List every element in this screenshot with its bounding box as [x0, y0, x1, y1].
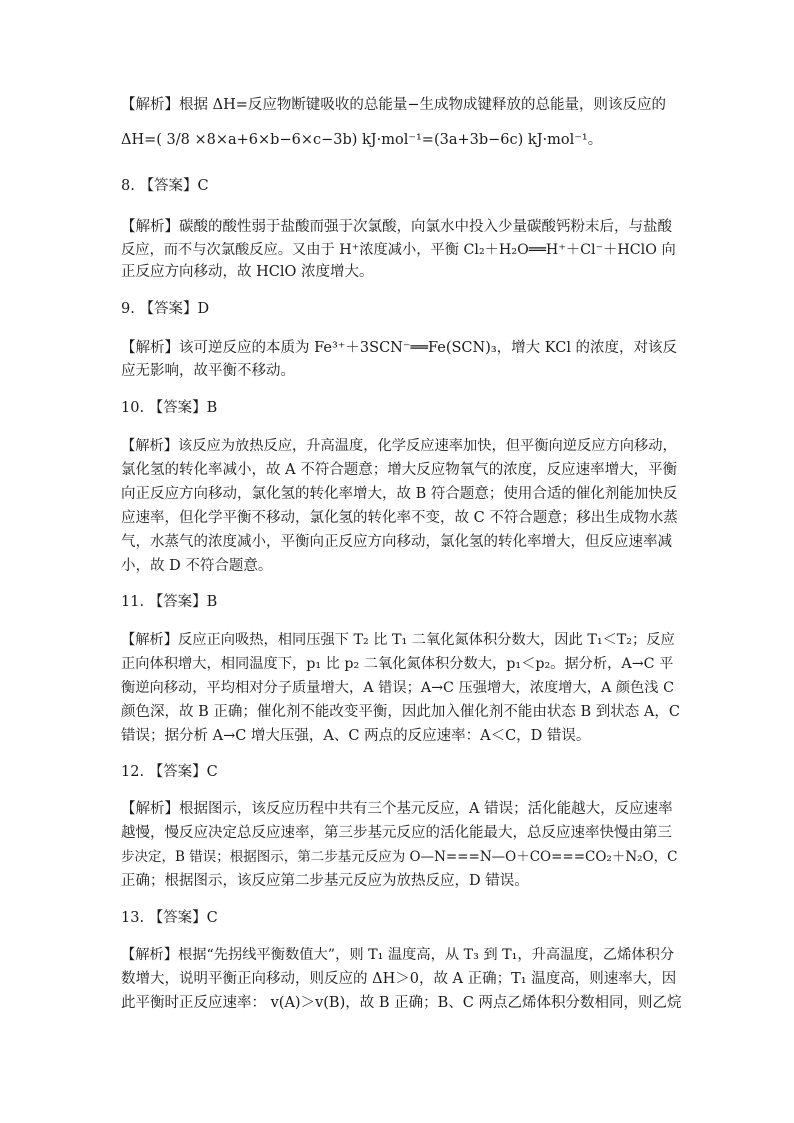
text-line: 【解析】根据 ΔH=反应物断键吸收的总能量−生成物成键释放的总能量，则该反应的 [121, 97, 667, 113]
answer-line: 10. 【答案】B [121, 400, 218, 416]
text-line: 气，水蒸气的浓度减小，平衡向正反应方向移动，氯化氢的转化率增大，但反应速率减 [121, 534, 672, 550]
text-line: 应速率，但化学平衡不移动，氯化氢的转化率不变，故 C 不符合题意；移出生成物水蒸 [121, 510, 678, 526]
text-line: 【解析】反应正向吸热，相同压强下 T₂ 比 T₁ 二氧化氮体积分数大，因此 T₁＜T₂；反应 [121, 632, 675, 648]
text-line: 【解析】根据图示，该反应历程中共有三个基元反应，A 错误；活化能越大，反应速率 [121, 801, 673, 817]
text-line: 小，故 D 不符合题意。 [121, 558, 273, 574]
text-line: 正确；根据图示，该反应第二步基元反应为放热反应，D 错误。 [121, 873, 529, 889]
answer-line: 8. 【答案】C [121, 178, 209, 194]
text-line: 【解析】根据“先拐线平衡数值大”，则 T₁ 温度高，从 T₃ 到 T₁，升高温度，乙烯体积分 [121, 947, 675, 963]
text-line: 正向体积增大，相同温度下，p₁ 比 p₂ 二氧化氮体积分数大，p₁＜p₂。据分析，A→C 平 [121, 656, 674, 672]
answer-line: 12. 【答案】C [121, 764, 218, 780]
text-line: 错误；据分析 A→C 增大压强，A、C 两点的反应速率：A＜C，D 错误。 [121, 728, 591, 744]
text-line: 应无影响，故平衡不移动。 [121, 363, 295, 379]
text-line: 此平衡时正反应速率： v(A)＞v(B)，故 B 正确；B、C 两点乙烯体积分数相同，则乙烷 [121, 995, 682, 1011]
text-line: 【解析】该反应为放热反应，升高温度，化学反应速率加快，但平衡向逆反应方向移动， [121, 438, 677, 454]
text-line: 衡逆向移动，平均相对分子质量增大，A 错误；A→C 压强增大，浓度增大，A 颜色浅 C [121, 680, 674, 696]
text-line: 氯化氢的转化率减小，故 A 不符合题意；增大反应物氧气的浓度，反应速率增大，平衡 [121, 462, 678, 478]
text-line: 步决定，B 错误；根据图示，第二步基元反应为 O—N===N—O＋CO===CO₂＋N₂O，C [121, 849, 678, 865]
text-line: ΔH=( 3/8 ×8×a+6×b−6×c−3b) kJ·mol⁻¹=(3a+3b−6c) kJ·mol⁻¹。 [121, 132, 603, 148]
text-line: 反应，而不与次氯酸反应。又由于 H⁺浓度减小，平衡 Cl₂＋H₂O══H⁺＋Cl⁻＋HClO 向 [121, 242, 676, 258]
text-line: 数增大，说明平衡正向移动，则反应的 ΔH＞0，故 A 正确；T₁ 温度高，则速率大，因 [121, 971, 677, 987]
text-line: 正反应方向移动，故 HClO 浓度增大。 [121, 264, 374, 280]
answer-line: 11. 【答案】B [121, 594, 218, 610]
text-line: 【解析】该可逆反应的本质为 Fe³⁺＋3SCN⁻══Fe(SCN)₃，增大 KCl 的浓度，对该反 [121, 340, 678, 356]
text-line: 向正反应方向移动，氯化氢的转化率增大，故 B 符合题意；使用合适的催化剂能加快反 [121, 486, 678, 502]
text-line: 越慢，慢反应决定总反应速率，第三步基元反应的活化能最大，总反应速率快慢由第三 [121, 825, 672, 841]
answer-line: 13. 【答案】C [121, 910, 218, 926]
text-line: 【解析】碳酸的酸性弱于盐酸而强于次氯酸，向氯水中投入少量碳酸钙粉末后，与盐酸 [121, 219, 672, 235]
text-line: 颜色深，故 B 正确；催化剂不能改变平衡，因此加入催化剂不能由状态 B 到状态 A，C [121, 704, 680, 720]
answer-line: 9. 【答案】D [121, 301, 210, 317]
